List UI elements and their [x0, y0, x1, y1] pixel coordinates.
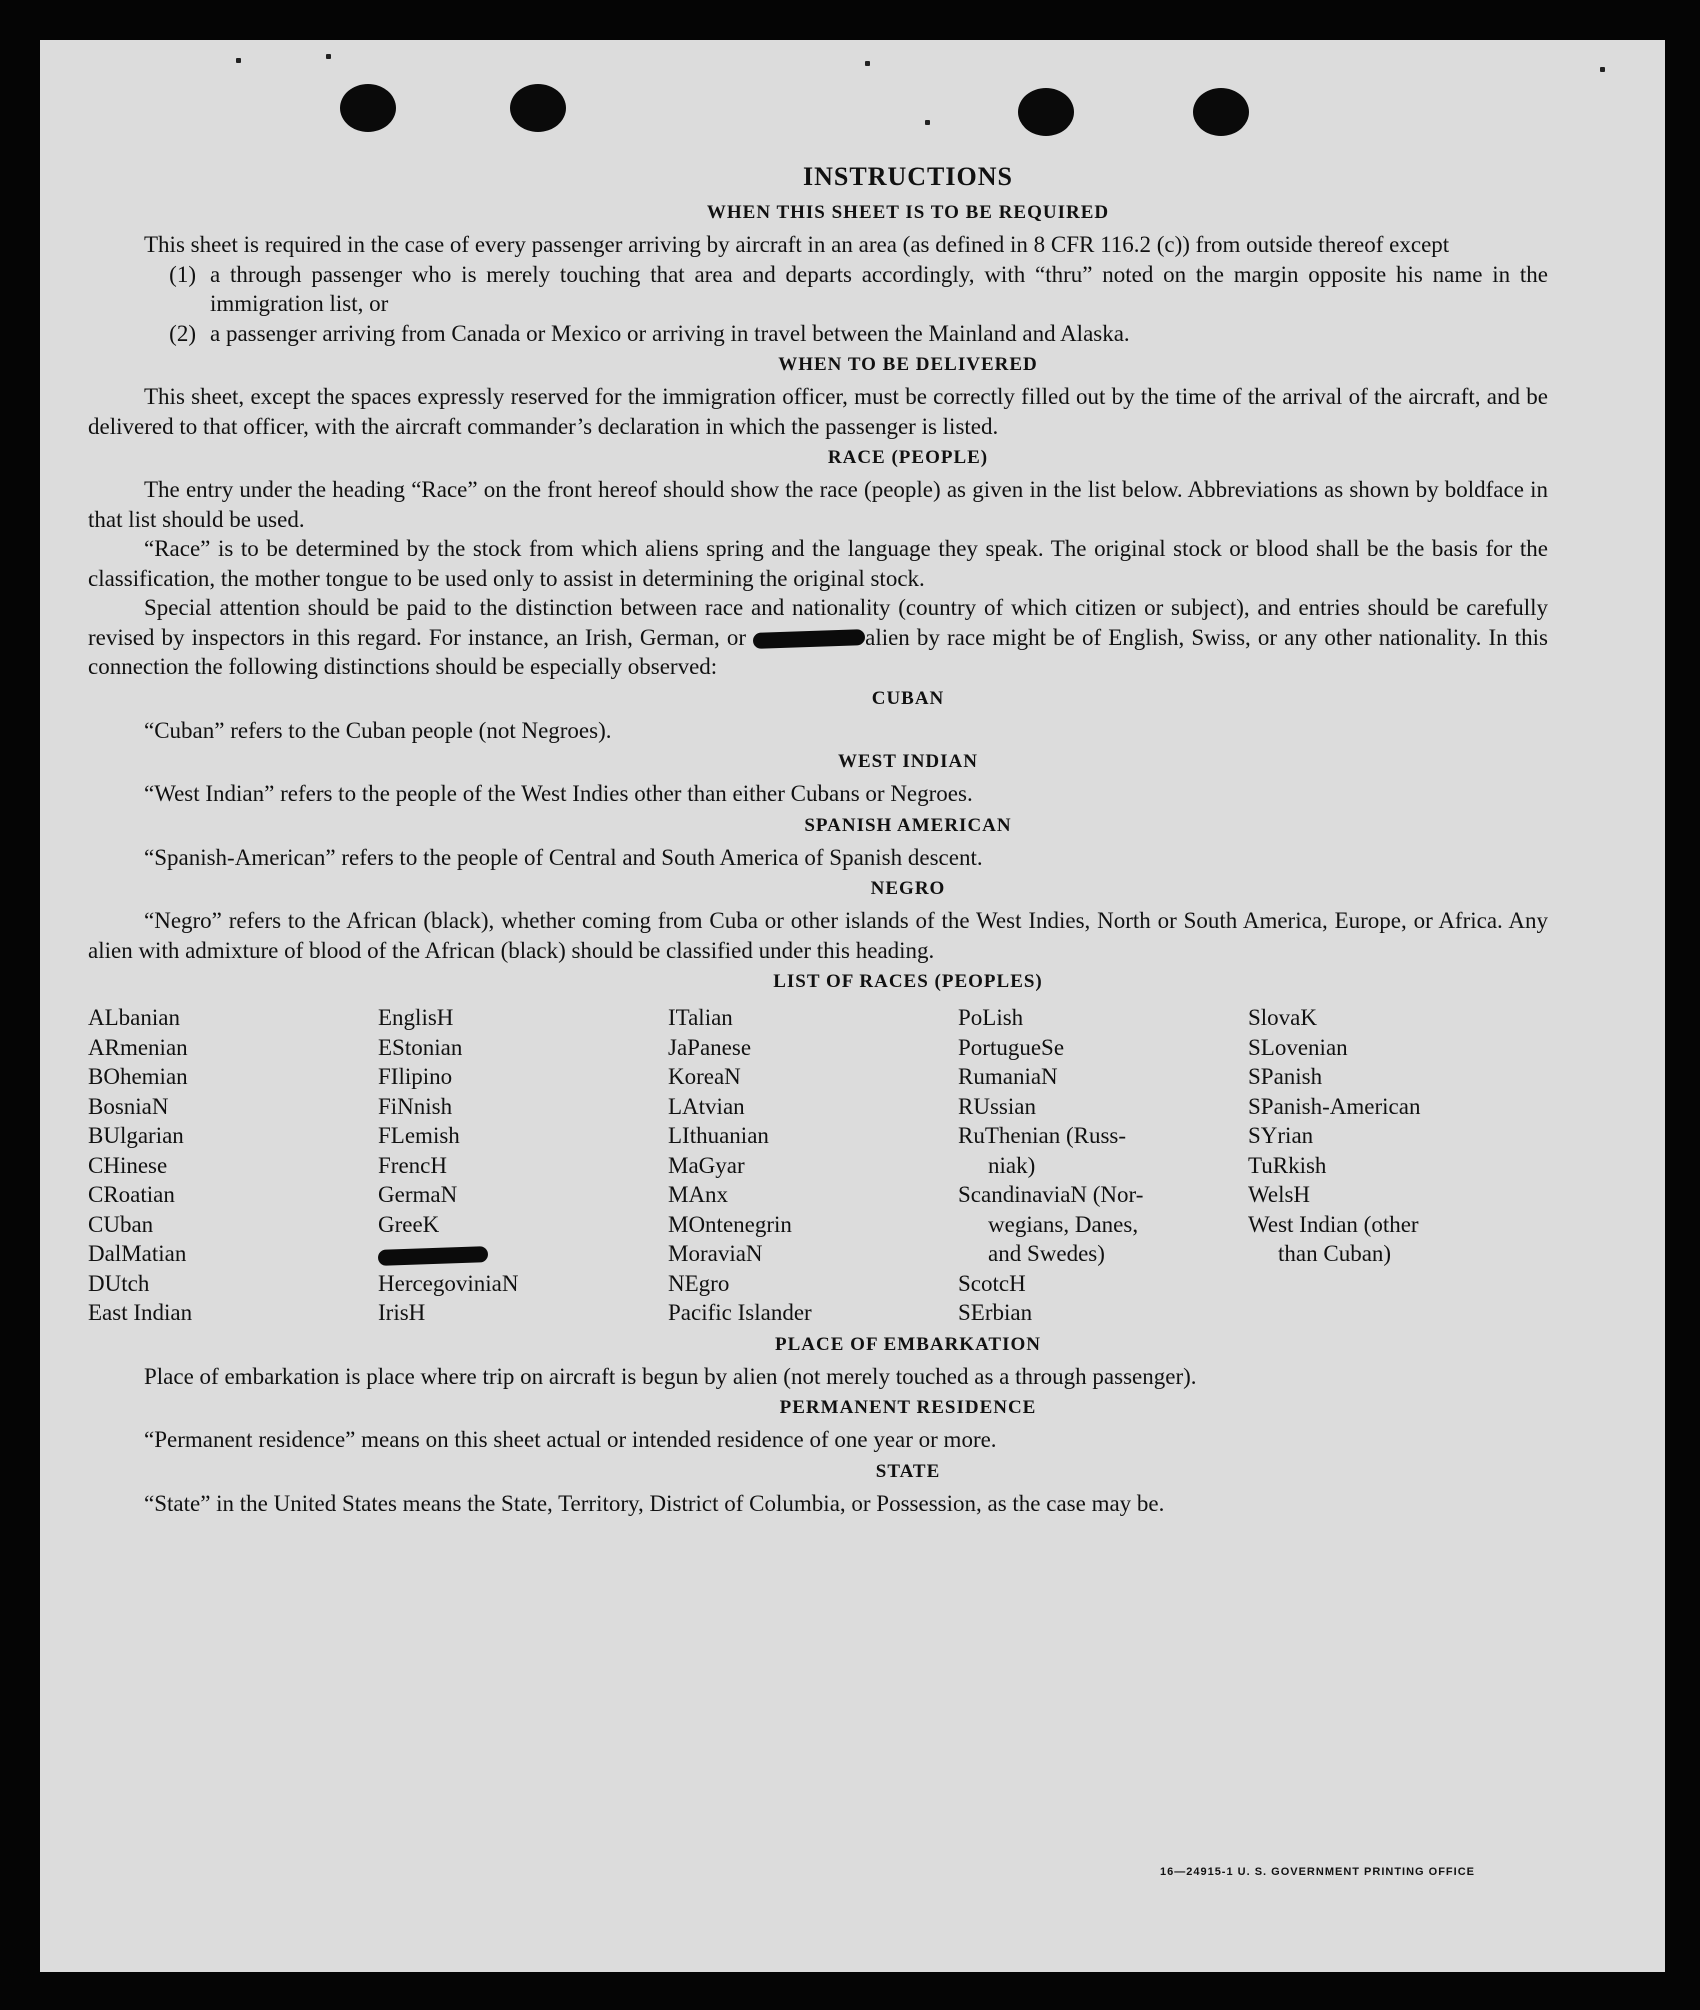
paragraph-embarkation: Place of embarkation is place where trip on aircraft is begun by alien (not merely touched as a through passenger). — [144, 1363, 1197, 1389]
race-entry-continued: wegians, Danes, — [988, 1211, 1139, 1237]
paragraph-race-1: The entry under the heading “Race” on the front hereof should show the race (people) as given in the list below. Abbreviations as shown by boldface in that list should be used. — [88, 477, 1548, 532]
heading-west-indian: WEST INDIAN — [838, 751, 978, 772]
heading-state: STATE — [875, 1460, 941, 1482]
race-entry-continued: niak) — [988, 1152, 1036, 1178]
punch-hole — [1193, 88, 1249, 136]
race-entry: LIthuanian — [668, 1123, 769, 1148]
race-entry-redacted — [378, 1239, 668, 1269]
race-entry: SlovaK — [1248, 1005, 1317, 1030]
heading-race: RACE (PEOPLE) — [827, 447, 989, 468]
race-entry: BOhemian — [88, 1064, 188, 1089]
race-entry: GreeK — [378, 1211, 440, 1237]
race-column — [668, 1003, 958, 1328]
race-entry: DUtch — [88, 1270, 150, 1296]
race-entry: East Indian — [88, 1300, 193, 1325]
race-entry: GermaN — [378, 1182, 458, 1207]
race-entry: EStonian — [378, 1034, 463, 1060]
race-entry: ALbanian — [88, 1005, 180, 1030]
race-entry: CUban — [88, 1211, 154, 1237]
race-entry: ITalian — [668, 1005, 733, 1030]
exception-item — [88, 260, 1548, 319]
paragraph-when-delivered: This sheet, except the spaces expressly reserved for the immigration officer, must be correctly filled out by the time of the arrival of the aircraft, and be delivered to that officer, with the aircraft commander’s declaration in which the passenger is listed. — [88, 384, 1548, 439]
race-entry: JaPanese — [668, 1034, 752, 1060]
race-entry: EnglisH — [378, 1005, 454, 1030]
race-entry: RUssian — [958, 1093, 1036, 1119]
item-text: a through passenger who is merely touching that area and departs accordingly, with “thru” noted on the margin opposite his name in the immigration list, or — [210, 261, 1548, 316]
page-title: INSTRUCTIONS — [803, 162, 1013, 191]
race-entry: FiNnish — [378, 1093, 453, 1119]
race-entry-continued: and Swedes) — [988, 1241, 1105, 1266]
race-entry: LAtvian — [668, 1093, 745, 1119]
race-entry: MOntenegrin — [668, 1211, 792, 1237]
race-entry: SPanish — [1248, 1064, 1323, 1089]
race-entry: FLemish — [378, 1123, 460, 1148]
paragraph-spanish-american: “Spanish-American” refers to the people of Central and South America of Spanish descent. — [144, 844, 983, 870]
race-column — [958, 1003, 1248, 1328]
heading-cuban: CUBAN — [871, 687, 945, 709]
race-entry: SLovenian — [1248, 1034, 1348, 1060]
heading-list-of-races: LIST OF RACES (PEOPLES) — [773, 971, 1043, 992]
paragraph-west-indian: “West Indian” refers to the people of the West Indies other than either Cubans or Negroes. — [144, 781, 973, 806]
race-entry: PortugueSe — [958, 1034, 1065, 1060]
race-entry: CHinese — [88, 1152, 168, 1178]
race-entry: BUlgarian — [88, 1123, 184, 1148]
paragraph-race-2: “Race” is to be determined by the stock from which aliens spring and the language they speak. The original stock or blood shall be the basis for the classification, the mother tongue to be used only to assist in determining the original stock. — [88, 536, 1548, 591]
item-number: (1) — [169, 261, 196, 287]
race-entry: Pacific Islander — [668, 1300, 812, 1325]
redaction-mark — [378, 1246, 488, 1266]
heading-spanish-american: SPANISH AMERICAN — [804, 814, 1012, 836]
race-entry: SYrian — [1248, 1123, 1314, 1148]
printer-imprint: 16—24915-1 U. S. GOVERNMENT PRINTING OFFICE — [1159, 1866, 1475, 1878]
item-number: (2) — [169, 320, 196, 346]
redaction-mark — [753, 629, 865, 649]
race-entry: CRoatian — [88, 1182, 175, 1207]
race-entry: DalMatian — [88, 1241, 187, 1266]
paragraph-cuban: “Cuban” refers to the Cuban people (not Negroes). — [144, 717, 612, 743]
punch-hole — [510, 84, 566, 132]
race-entry: MAnx — [668, 1182, 729, 1207]
speck — [865, 61, 870, 66]
race-entry: MoraviaN — [668, 1241, 763, 1266]
race-entry: TuRkish — [1248, 1152, 1327, 1178]
race-entry: SPanish-American — [1248, 1093, 1421, 1119]
race-entry: RumaniaN — [958, 1064, 1058, 1089]
heading-embarkation: PLACE OF EMBARKATION — [775, 1333, 1041, 1355]
speck — [925, 120, 930, 125]
paragraph-state: “State” in the United States means the State, Territory, District of Columbia, or Possession, as the case may be. — [144, 1490, 1165, 1516]
race-entry: PoLish — [958, 1005, 1024, 1030]
race-entry: West Indian (other — [1248, 1211, 1419, 1237]
race-entry: MaGyar — [668, 1152, 745, 1178]
paragraph-permanent-residence: “Permanent residence” means on this sheet actual or intended residence of one year or more. — [144, 1427, 997, 1452]
race-column — [88, 1003, 378, 1328]
race-list — [88, 1003, 1548, 1328]
race-entry: ScandinaviaN (Nor- — [958, 1182, 1144, 1207]
heading-when-delivered: WHEN TO BE DELIVERED — [778, 354, 1038, 375]
race-column — [1248, 1003, 1538, 1328]
speck — [1600, 67, 1605, 72]
race-entry: RuThenian (Russ- — [958, 1123, 1127, 1148]
heading-negro: NEGRO — [870, 878, 946, 899]
document-page — [40, 40, 1665, 1972]
paragraph-race-3 — [88, 593, 1548, 682]
race-entry: FIlipino — [378, 1064, 453, 1089]
punch-hole — [340, 84, 396, 132]
race-entry: SErbian — [958, 1300, 1033, 1325]
speck — [326, 54, 331, 59]
race-column — [378, 1003, 668, 1328]
race-entry: WelsH — [1248, 1182, 1311, 1207]
paragraph-negro: “Negro” refers to the African (black), whether coming from Cuba or other islands of the West Indies, North or South America, Europe, or Africa. Any alien with admixture of blood of the African (black) should be classified under this heading. — [88, 908, 1548, 963]
heading-when-required: WHEN THIS SHEET IS TO BE REQUIRED — [706, 202, 1110, 223]
race-entry: BosniaN — [88, 1093, 169, 1119]
race-entry: IrisH — [378, 1300, 426, 1325]
race-entry: HercegoviniaN — [378, 1270, 519, 1296]
race-3-text-b: alien by race might be of English, Swiss, or any other nationality. In this connection the following distinctions should be especially observed: — [88, 624, 1548, 679]
exception-item — [88, 319, 1548, 349]
race-entry: KoreaN — [668, 1064, 741, 1089]
punch-hole — [1018, 88, 1074, 136]
speck — [236, 58, 241, 63]
race-entry: FrencH — [378, 1152, 447, 1178]
race-entry-continued: than Cuban) — [1278, 1241, 1392, 1266]
document-body — [88, 162, 1548, 1518]
race-entry: ScotcH — [958, 1270, 1026, 1296]
item-text: a passenger arriving from Canada or Mexico or arriving in travel between the Mainland and Alaska. — [210, 320, 1130, 346]
race-3-text-a: Special attention should be paid to the distinction between race and nationality (country of which citizen or subject), and entries should be carefully revised by inspectors in this regard. For instance, an Irish, German, or — [88, 595, 1548, 650]
race-entry: ARmenian — [88, 1034, 188, 1060]
race-entry: NEgro — [668, 1270, 730, 1296]
paragraph-when-required: This sheet is required in the case of every passenger arriving by aircraft in an area (as defined in 8 CFR 116.2 (c)) from outside thereof except — [144, 232, 1450, 257]
heading-permanent-residence: PERMANENT RESIDENCE — [779, 1397, 1037, 1418]
